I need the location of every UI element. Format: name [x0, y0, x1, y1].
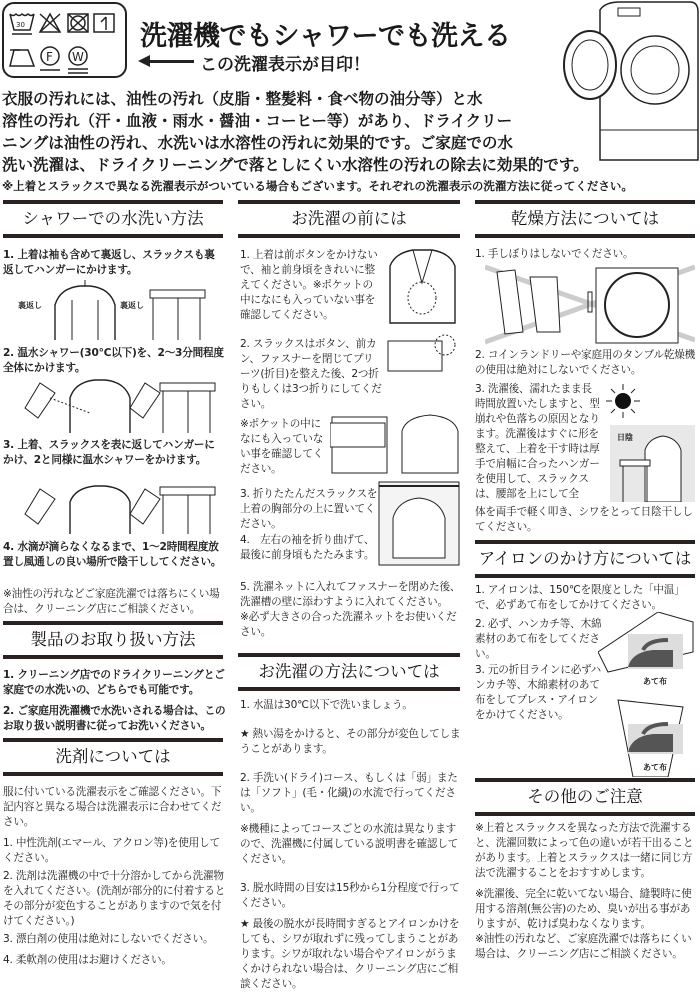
- intro-line: 溶性の汚れ（汗・血液・雨水・醤油・コーヒー等）があり、ドライクリー: [2, 112, 513, 130]
- shower-note: ※油性の汚れなどご家庭洗濯では落ちにくい場合は、クリーニング店にご相談ください。: [3, 588, 220, 615]
- svg-text:F: F: [46, 50, 53, 64]
- jacket-illustration: [385, 248, 460, 328]
- shower-outside-illustration: [20, 484, 220, 534]
- method-list: [240, 698, 462, 992]
- laundry-net-illustration: [378, 478, 460, 566]
- intro-paragraph: [2, 88, 612, 176]
- other-notes: [475, 821, 697, 962]
- folding-illustration: [330, 333, 460, 478]
- other-note: ※上着とスラックスを異なった方法で洗濯すると、洗濯回数によって色の違いが若干出ることがあります。上着とスラックスは一緒に同じ方法で洗濯することをおすすめします。: [475, 822, 694, 879]
- svg-text:裏返し: 裏返し: [120, 301, 144, 310]
- before-step-5-text: 5. 洗濯ネットに入れてファスナーを閉めた後、洗濯槽の壁に添わすように入れてください。: [240, 581, 461, 608]
- no-tumble-dry-icon: [68, 14, 88, 32]
- svg-text:日陰: 日陰: [617, 433, 633, 442]
- method-item: 2. 手洗い(ドライ)コース、もしくは「弱」または「ソフト」(毛・化繊)の水流で行ってください。: [240, 772, 458, 814]
- care-symbols: [4, 4, 129, 80]
- svg-text:W: W: [72, 50, 84, 64]
- method-item: 1. 水温は30℃以下で洗いましょう。: [240, 699, 413, 711]
- before-step-5-note: ※必ず大きさの合った洗濯ネットをお使いください。: [240, 611, 457, 638]
- shower-step-3: 3. 上着、スラックスを表に返してハンガーにかけ、2と同様に温水シャワーをかけます。: [3, 439, 215, 466]
- intro-line: 衣服の汚れには、油性の汚れ（皮脂・整髪料・食べ物の油分等）と水: [2, 90, 483, 108]
- ironing-step-1: 1. アイロンは、150℃を限度とした「中温」で、必ずあて布をしてかけてください。: [475, 584, 685, 611]
- section-title-before: お洗濯の前には: [238, 200, 460, 238]
- ironing-step-2: 2. 必ず、ハンカチ等、木綿素材のあて布をしてください。: [475, 618, 602, 660]
- method-item: 3. 脱水時間の目安は15秒から1分程度で行ってください。: [240, 882, 460, 909]
- section-title-handling: 製品のお取り扱い方法: [3, 621, 223, 659]
- sun-icon: [606, 384, 640, 418]
- other-note: ※油性の汚れなど、ご家庭洗濯では落ちにくい場合は、クリーニング店にご相談ください。: [475, 933, 692, 960]
- no-wring-no-tumble-illustration: [485, 262, 695, 347]
- shower-illustration: [20, 378, 220, 433]
- handling-item: 2. ご家庭用洗濯機で水洗いされる場合は、このお取り扱い説明書に従ってお洗いください。: [3, 705, 226, 732]
- page-subtitle: この洗濯表示が目印！: [200, 55, 370, 75]
- inside-out-illustration: [10, 280, 220, 340]
- care-symbols-box: [2, 2, 127, 78]
- section-title-other: その他のご注意: [475, 778, 695, 816]
- page-title: 洗濯機でもシャワーでも洗える: [140, 21, 511, 52]
- ironing-illustration: [598, 612, 695, 777]
- line-dry-icon: [94, 14, 114, 32]
- svg-text:30: 30: [16, 21, 25, 29]
- intro-note: ※上着とスラックスで異なる洗濯表示がついている場合もございます。それぞれの洗濯表示の洗濯方法に従ってください。: [2, 179, 633, 193]
- method-item: ★ 最後の脱水が長時間すぎるとアイロンかけをしても、シワが取れずに残ってしまうことがあります。シワが取れない場合やアイロンがうまくかけられない場合は、クリーニング店にご相談ください。: [240, 918, 460, 990]
- svg-text:裏返し: 裏返し: [18, 301, 42, 310]
- shower-step-4: 4. 水滴が滴らなくなるまで、1〜2時間程度放置し風通しの良い場所で陰干ししてください。: [3, 541, 222, 568]
- shade-drying-illustration: [605, 380, 695, 502]
- before-step-1: 1. 上着は前ボタンをかけないで、袖と前身頃をきれいに整えてください。※ポケットの中になにも入っていない事を確認してください。: [240, 249, 378, 321]
- drying-step-2: 2. コインランドリーや家庭用のタンブル乾燥機の使用は絶対にしないでください。: [475, 349, 696, 376]
- shower-step-2: 2. 温水シャワー(30℃以下)を、2〜3分間程度全体にかけます。: [3, 347, 224, 374]
- intro-line: 洗い洗濯は、ドライクリーニングで落としにくい水溶性の汚れの除去に効果的です。: [2, 156, 589, 174]
- section-title-detergent: 洗剤については: [3, 738, 223, 776]
- ironing-step-3: 3. 元の折目ラインに必ずハンカチ等、木綿素材のあて布をしてプレス・アイロンをかけてください。: [475, 664, 602, 721]
- svg-text:あて布: あて布: [643, 763, 667, 772]
- before-step-5: [240, 580, 462, 640]
- section-title-drying: 乾燥方法については: [475, 200, 695, 238]
- detergent-list: [3, 785, 228, 968]
- no-bleach-icon: [40, 14, 60, 32]
- method-item: ※機種によってコースごとの水流は異なりますので、洗濯機に付属している説明書を確認してください。: [240, 823, 459, 865]
- detergent-intro: 服に付いている洗濯表示をご確認ください。下記内容と異なる場合は洗濯表示に合わせてください。: [3, 786, 222, 828]
- before-step-4: 4. 左右の袖を折り曲げて、最後に前身頃もたたみます。: [240, 534, 375, 561]
- before-step-3: 3. 折りたたんだスラックスを上着の胸部分の上に置いてください。: [240, 488, 378, 530]
- drying-step-3-cont: 体を両手で軽く叩き、シワをとって日陰干ししてください。: [475, 506, 693, 533]
- before-step-2-note: ※ポケットの中になにも入っていない事を確認してください。: [240, 418, 324, 475]
- svg-text:あて布: あて布: [643, 677, 667, 686]
- handling-list: [3, 668, 228, 734]
- drying-step-3: 3. 洗濯後、濡れたまま長時間放置いたしますと、型崩れや色落ちの原因となります。洗濯後はすぐに形を整えて、上着を干す時は厚手で肩幅に合ったハンガーを使用して、スラックスは、腰部を上にして全: [475, 383, 600, 500]
- drying-step-1: 1. 手しぼりはしないでください。: [475, 248, 634, 260]
- section-title-shower: シャワーでの水洗い方法: [3, 200, 223, 238]
- intro-line: ニングは油性の汚れ、水洗いは水溶性の汚れに効果的です。ご家庭での水: [2, 134, 513, 152]
- method-item: ★ 熱い湯をかけると、その部分が変色してしまうことがあります。: [240, 728, 461, 755]
- iron-low-icon: [10, 50, 34, 66]
- shower-step-1: 1. 上着は袖も含めて裏返し、スラックスも裏返してハンガーにかけます。: [3, 249, 215, 276]
- handling-item: 1. クリーニング店でのドライクリーニングとご家庭での水洗いの、どちらでも可能です。: [3, 669, 225, 696]
- arrow-left-icon: [142, 60, 194, 63]
- section-title-ironing: アイロンのかけ方については: [475, 540, 695, 578]
- other-note: ※洗濯後、完全に乾いてない場合、縫製時に使用する溶剤(無公害)のため、臭いが出る事がありますが、乾けば臭わなくなります。: [475, 888, 692, 930]
- detergent-item: 1. 中性洗剤(エマール、アクロン等)を使用してください。: [3, 837, 220, 864]
- section-title-method: お洗濯の方法については: [238, 653, 460, 691]
- detergent-item: 3. 漂白剤の使用は絶対にしないでください。: [3, 933, 214, 945]
- detergent-item: 2. 洗剤は洗濯機の中で十分溶かしてから洗濯物を入れてください。(洗剤が部分的に付着するとその部分が変色することがありますので気を付けてください。): [3, 870, 226, 927]
- detergent-item: 4. 柔軟剤の使用はお避けください。: [3, 954, 172, 966]
- before-step-2: 2. スラックスはボタン、前カン、ファスナーを閉じてプリーツ(折目)を整えた後、2つ折りもしくは3つ折りにしてください。: [240, 338, 382, 410]
